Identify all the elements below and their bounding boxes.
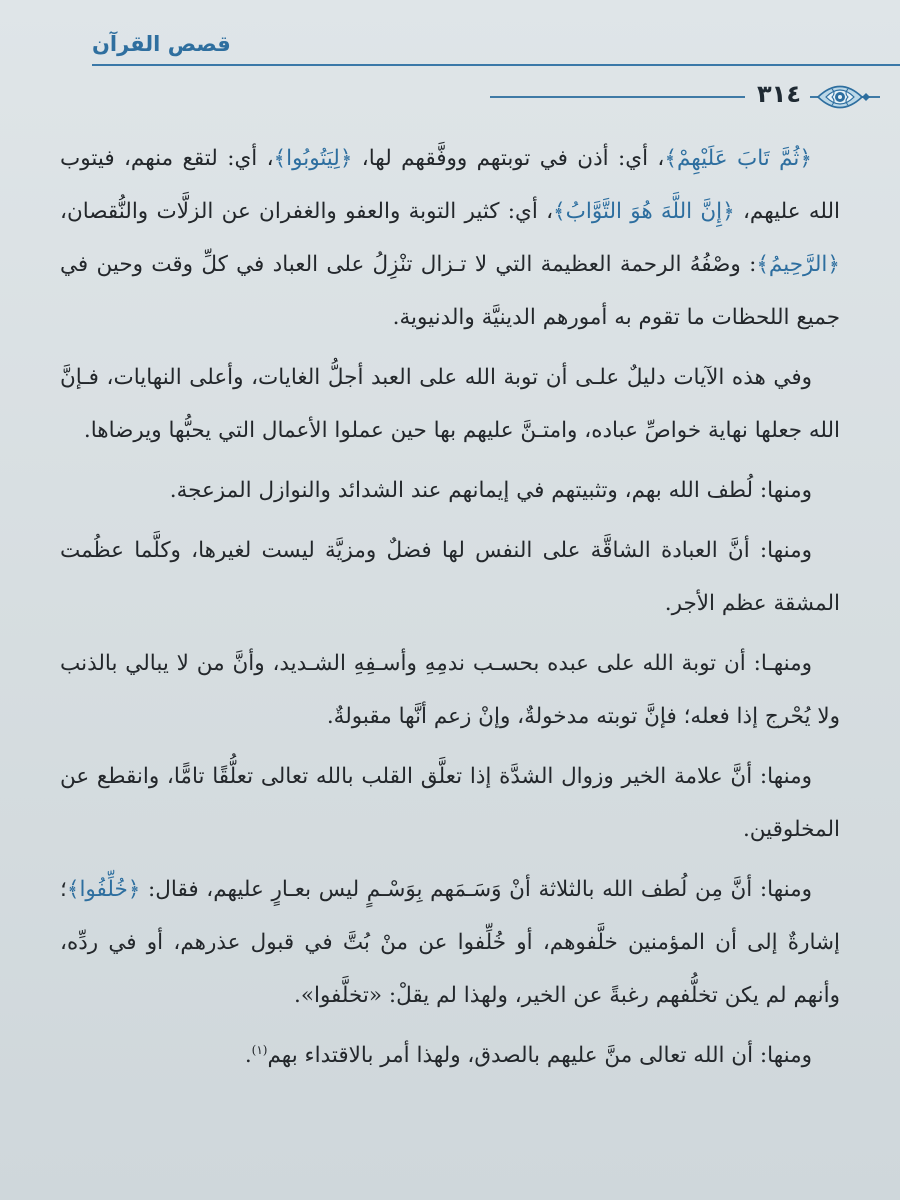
body-text [60,132,840,1089]
page-number: ٣١٤ [757,80,801,108]
quran-verse: ﴿ثُمَّ تَابَ عَلَيْهِمْ﴾ [664,146,812,171]
book-title: قصص القرآن [92,32,231,56]
paragraph [60,351,840,457]
quran-verse: ﴿إِنَّ اللَّهَ هُوَ التَّوَّابُ﴾ [553,199,735,224]
quran-verse: ﴿لِيَتُوبُوا﴾ [273,146,353,171]
text-run: . [244,1043,252,1068]
text-run: ومنها: أنَّ العبادة الشاقَّة على النفس لها فضلٌ ومزيَّة ليست لغيرها، وكلَّما عظُمت المشقة عظم الأجر. [60,538,840,616]
paragraph [60,464,840,517]
text-run: ؛ إشارةٌ إلى أن المؤمنين خلَّفوهم، أو خُلِّفوا عن منْ بُتَّ في قبول عذرهم، أو في ردِّه، وأنهم لم يكن تخلُّفهم رغبةً عن الخير، ولهذا لم يقلْ: «تخلَّفوا». [60,877,840,1008]
paragraph [60,863,840,1022]
text-run: ، أي: أذن في توبتهم ووفَّقهم لها، [352,146,665,171]
paragraph [60,524,840,630]
paragraph [60,132,840,344]
paragraph [60,637,840,743]
text-run: ومنها: أنَّ علامة الخير وزوال الشدَّة إذا تعلَّق القلب بالله تعالى تعلُّقًا تامًّا، وانقطع عن المخلوقين. [60,764,840,842]
text-run: : وصْفُهُ الرحمة العظيمة التي لا تـزال تنْزِلُ على العباد في كلِّ وقت وحين في جميع اللحظات ما تقوم به أمورهم الدينيَّة والدنيوية. [60,252,840,330]
text-run: ومنها: أنَّ مِن لُطف الله بالثلاثة أنْ وَسَـمَهم بِوَسْـمٍ ليس بعـارٍ عليهم، فقال: [140,877,813,902]
text-run: ومنها: أن الله تعالى منَّ عليهم بالصدق، ولهذا أمر بالاقتداء بهم [267,1043,812,1068]
text-run: ومنهـا: أن توبة الله على عبده بحسـب ندمِهِ وأسـفِهِ الشـديد، وأنَّ من لا يبالي بالذنب ولا يُحْرج إذا فعله؛ فإنَّ توبته مدخولةٌ، وإنْ زعم أنَّها مقبولةٌ. [60,651,840,729]
paragraph [60,750,840,856]
text-run: وفي هذه الآيات دليلٌ علـى أن توبة الله على العبد أجلُّ الغايات، وأعلى النهايات، فـإنَّ الله جعلها نهاية خواصِّ عباده، وامتـنَّ عليهم بها حين عملوا الأعمال التي يحبُّها ويرضاها. [60,365,840,443]
floral-ornament-icon [810,78,880,116]
text-run: ومنها: لُطف الله بهم، وتثبيتهم في إيمانهم عند الشدائد والنوازل المزعجة. [169,478,812,503]
page-number-row [0,78,900,118]
running-header [0,0,900,70]
text-run: ، أي: لتقع منهم، فيتوب الله عليهم، [60,146,840,224]
page-number-rule [490,96,745,98]
header-rule [92,64,900,66]
quran-verse: ﴿الرَّحِيمُ﴾ [756,252,840,277]
footnote-ref: (١) [251,1042,268,1057]
paragraph [60,1029,840,1082]
text-run: ، أي: كثير التوبة والعفو والغفران عن الزلَّات والنُّقصان، [60,199,554,224]
quran-verse: ﴿خُلِّفُوا﴾ [66,877,141,902]
